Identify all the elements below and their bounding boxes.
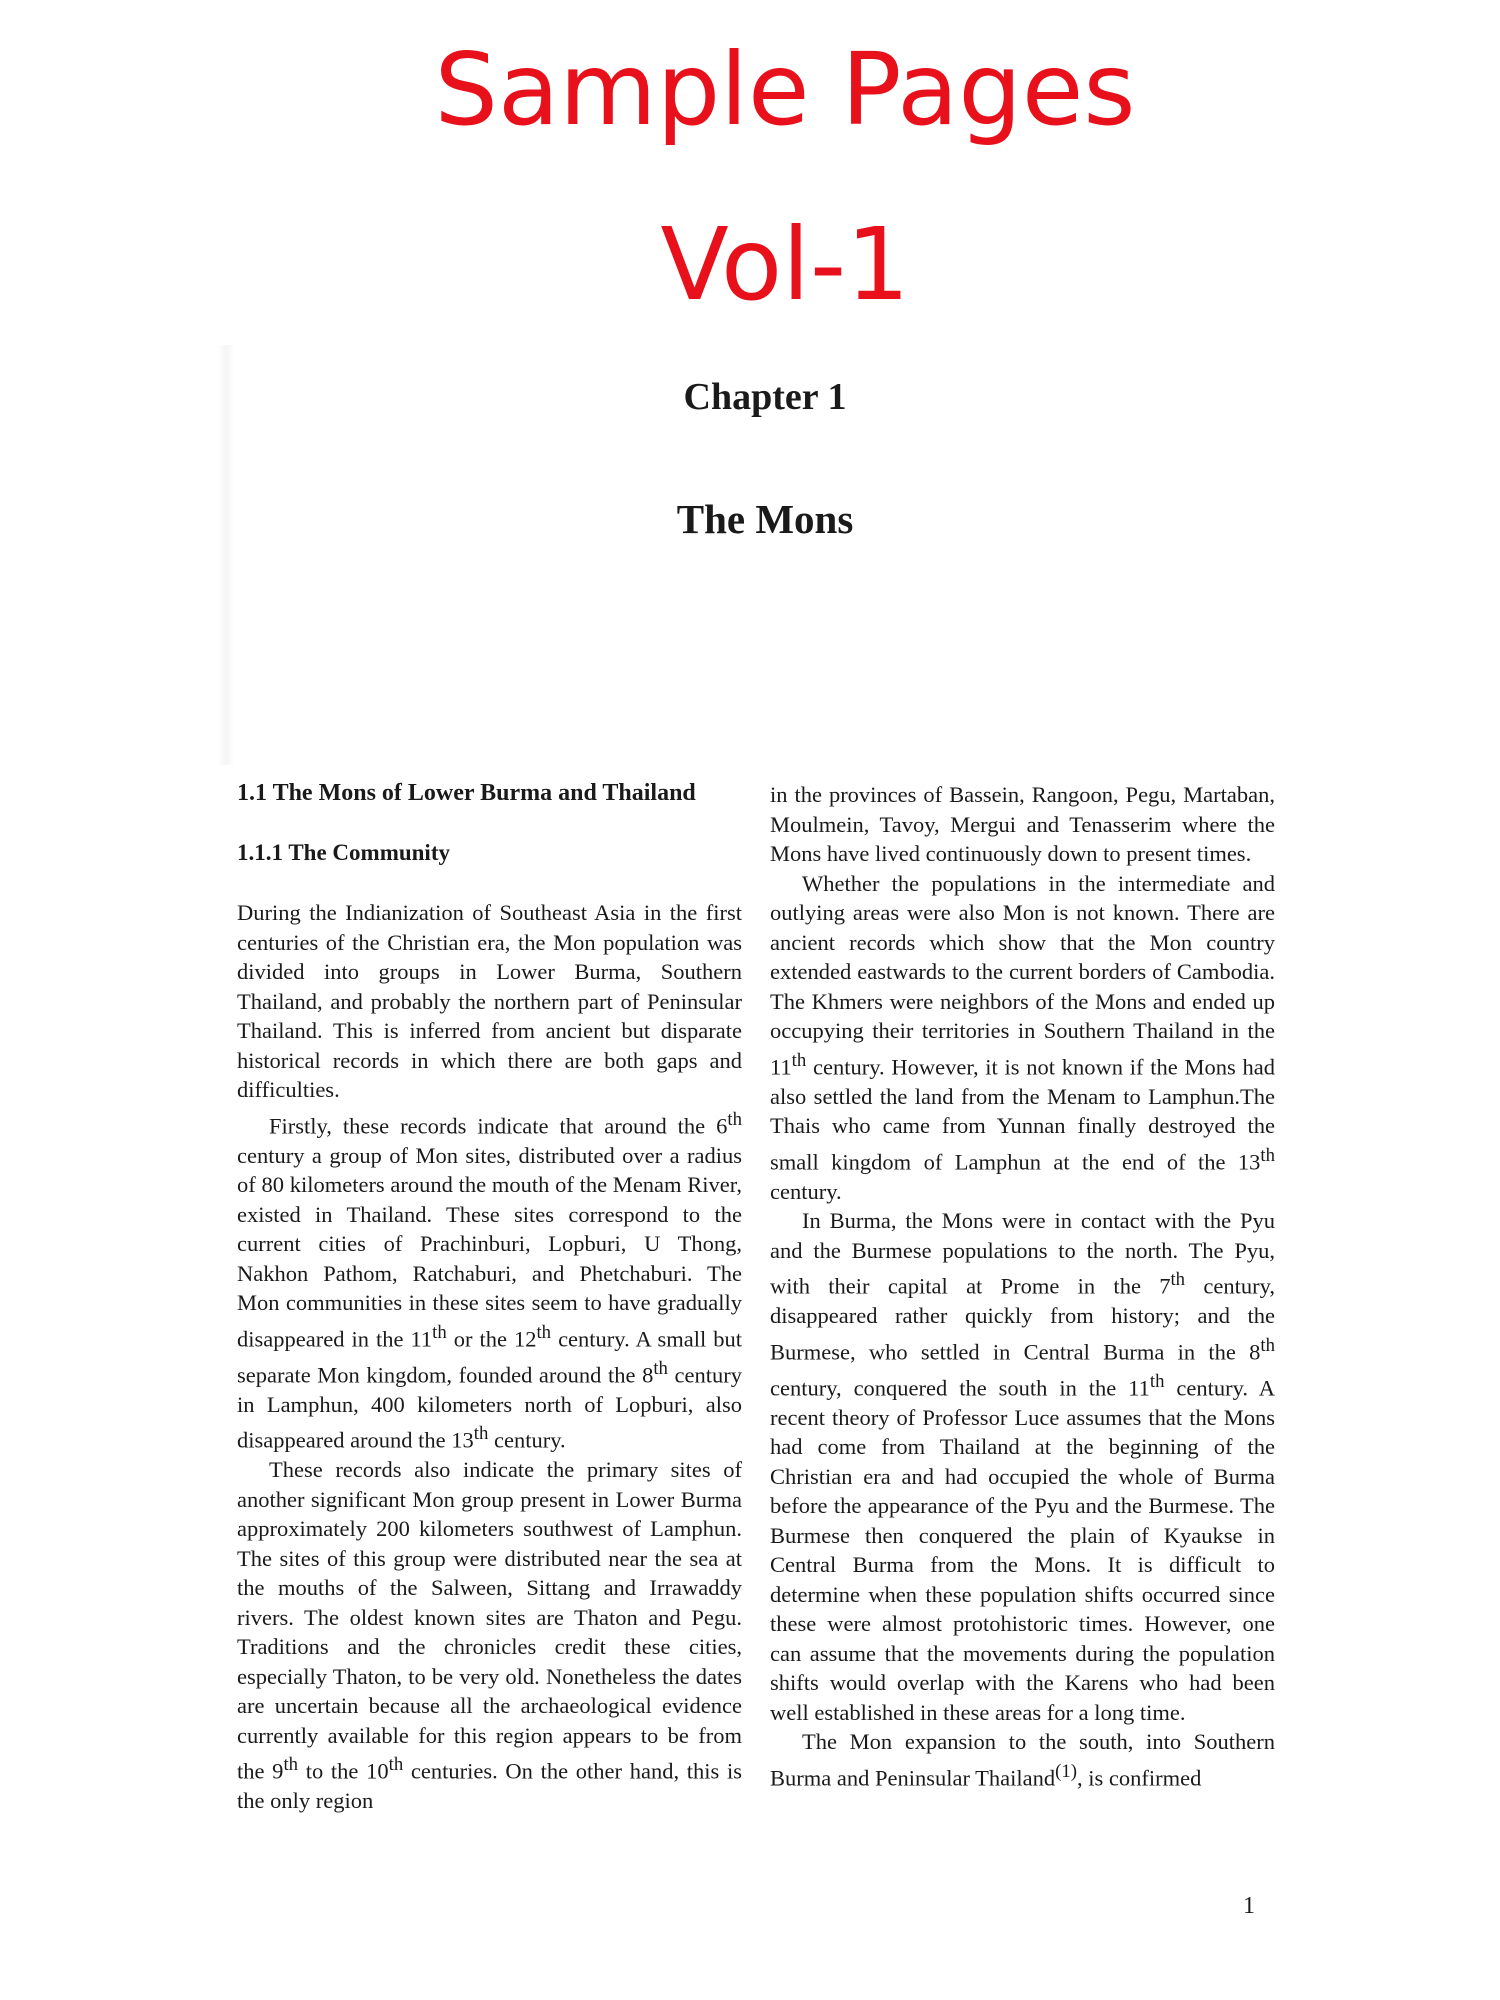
left-column	[237, 778, 742, 1816]
chapter-title: The Mons	[676, 496, 854, 542]
footnote-marker: (1)	[1055, 1760, 1078, 1782]
paragraph: Firstly, these records indicate that around the 6th century a group of Mon sites, distributed over a radius of 80 kilometers around the mouth of the Menam River, existed in Thailand. These sites correspond to the current cities of Prachinburi, Lopburi, U Thong, Nakhon Pathom, Ratchaburi, and Phetchaburi. The Mon communities in these sites seem to have gradually disappeared in the 11th or the 12th century. A small but separate Mon kingdom, founded around the 8th century in Lamphun, 400 kilometers north of Lopburi, also disappeared around the 13th century.	[237, 1108, 742, 1453]
chapter-label: Chapter 1	[683, 376, 847, 418]
subsection-heading: 1.1.1 The Community	[237, 840, 450, 865]
volume-banner: Vol-1	[660, 206, 910, 323]
page-number: 1	[1243, 1893, 1255, 1919]
right-column	[770, 780, 1275, 1793]
section-heading: 1.1 The Mons of Lower Burma and Thailand	[237, 780, 696, 806]
paragraph: During the Indianization of Southeast Asia in the first centuries of the Christian era, the Mon population was divided into groups in Lower Burma, Southern Thailand, and probably the northern part of Peninsular Thailand. This is inferred from ancient but disparate historical records in which there are both gaps and difficulties.	[237, 900, 742, 1102]
paragraph: Whether the populations in the intermediate and outlying areas were also Mon is not known. There are ancient records which show that the Mon country extended eastwards to the current borders of Cambodia. The Khmers were neighbors of the Mons and ended up occupying their territories in Southern Thailand in the 11th century. However, it is not known if the Mons had also settled the land from the Menam to Lamphun.The Thais who came from Yunnan finally destroyed the small kingdom of Lamphun at the end of the 13th century.	[770, 870, 1275, 1204]
paragraph: In Burma, the Mons were in contact with the Pyu and the Burmese populations to the north. The Pyu, with their capital at Prome in the 7th century, disappeared rather quickly from history; and the Burmese, who settled in Central Burma in the 8th century, conquered the south in the 11th century. A recent theory of Professor Luce assumes that the Mons had come from Thailand at the beginning of the Christian era and had occupied the whole of Burma before the appearance of the Pyu and the Burmese. The Burmese then conquered the plain of Kyaukse in Central Burma from the Mons. It is difficult to determine when these population shifts occurred since these were almost protohistoric times. However, one can assume that the movements during the population shifts would overlap with the Karens who had been well established in these areas for a long time.	[770, 1208, 1276, 1725]
paragraph: These records also indicate the primary sites of another significant Mon group present in Lower Burma approximately 200 kilometers southwest of Lamphun. The sites of this group were distributed near the sea at the mouths of the Salween, Sittang and Irrawaddy rivers. The oldest known sites are Thaton and Pegu. Traditions and the chronicles credit these cities, especially Thaton, to be very old. Nonetheless the dates are uncertain because all the archaeological evidence currently available for this region appears to be from the 9th to the 10th centuries. On the other hand, this is the only region	[237, 1457, 742, 1813]
paragraph: in the provinces of Bassein, Rangoon, Pegu, Martaban, Moulmein, Tavoy, Mergui and Tenasserim where the Mons have lived continuously down to present times.	[770, 782, 1275, 866]
paragraph: The Mon expansion to the south, into Southern Burma and Peninsular Thailand$^{(1)}$, is confirmed	[770, 1729, 1275, 1790]
sample-pages-banner: Sample Pages	[434, 31, 1136, 148]
